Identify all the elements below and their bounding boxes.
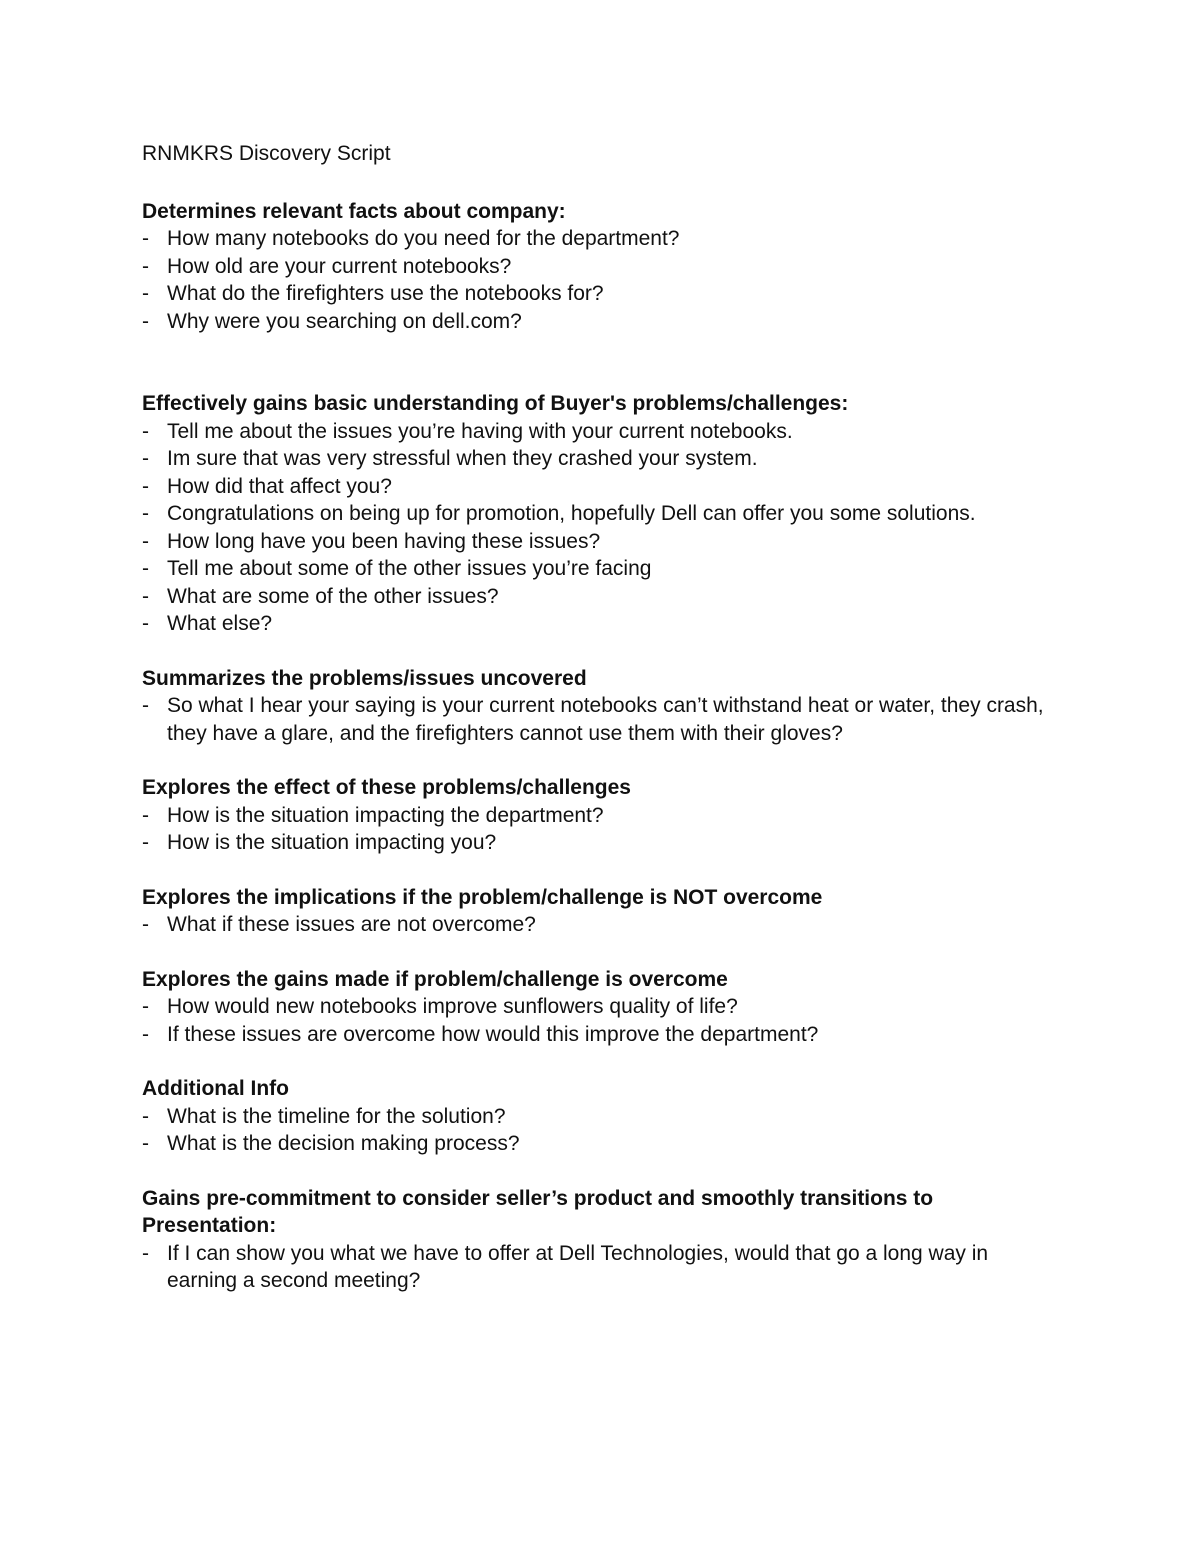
question-list bbox=[142, 418, 1062, 638]
section-heading: Explores the implications if the problem/challenge is NOT overcome bbox=[142, 885, 823, 909]
list-item-text: So what I hear your saying is your current notebooks can’t withstand heat or water, they crash, they have a glare, and the firefighters cannot use them with their gloves? bbox=[167, 694, 1044, 745]
list-item-text: How long have you been having these issues? bbox=[167, 529, 601, 553]
dash-bullet: - bbox=[142, 1022, 149, 1046]
dash-bullet: - bbox=[142, 447, 149, 470]
list-item bbox=[142, 692, 1062, 747]
list-item bbox=[142, 253, 1062, 281]
list-item bbox=[142, 1103, 1062, 1131]
section-additional-info bbox=[142, 1075, 1062, 1158]
question-list bbox=[142, 225, 1062, 335]
list-item-text: What do the firefighters use the notebooks for? bbox=[167, 282, 604, 305]
dash-bullet: - bbox=[142, 282, 149, 305]
dash-bullet: - bbox=[142, 803, 149, 827]
dash-bullet: - bbox=[142, 995, 149, 1018]
dash-bullet: - bbox=[142, 419, 149, 443]
dash-bullet: - bbox=[142, 1104, 149, 1128]
list-item-text: What is the timeline for the solution? bbox=[167, 1104, 506, 1128]
dash-bullet: - bbox=[142, 1132, 149, 1155]
dash-bullet: - bbox=[142, 474, 149, 498]
list-item bbox=[142, 993, 1062, 1021]
document-page bbox=[142, 140, 1062, 1322]
dash-bullet: - bbox=[142, 913, 149, 936]
list-item bbox=[142, 225, 1062, 253]
dash-bullet: - bbox=[142, 584, 149, 608]
list-item-text: If these issues are overcome how would this improve the department? bbox=[167, 1022, 819, 1046]
dash-bullet: - bbox=[142, 502, 149, 525]
section-gains bbox=[142, 966, 1062, 1049]
dash-bullet: - bbox=[142, 309, 149, 333]
list-item-text: Why were you searching on dell.com? bbox=[167, 309, 522, 333]
list-item bbox=[142, 583, 1062, 611]
question-list bbox=[142, 1103, 1062, 1158]
document-title: RNMKRS Discovery Script bbox=[142, 142, 391, 165]
section-implications bbox=[142, 884, 1062, 939]
section-heading: Additional Info bbox=[142, 1077, 289, 1100]
question-list bbox=[142, 802, 1062, 857]
list-item bbox=[142, 911, 1062, 939]
question-list bbox=[142, 1240, 1062, 1295]
section-summary bbox=[142, 665, 1062, 748]
list-item bbox=[142, 418, 1062, 446]
section-buyer-problems bbox=[142, 390, 1062, 638]
section-heading: Explores the effect of these problems/challenges bbox=[142, 776, 631, 799]
list-item bbox=[142, 802, 1062, 830]
dash-bullet: - bbox=[142, 529, 149, 553]
dash-bullet: - bbox=[142, 557, 149, 580]
list-item-text: What are some of the other issues? bbox=[167, 584, 499, 608]
section-effect bbox=[142, 774, 1062, 857]
list-item bbox=[142, 473, 1062, 501]
list-item-text: Tell me about the issues you’re having with your current notebooks. bbox=[167, 419, 793, 443]
dash-bullet: - bbox=[142, 254, 149, 278]
question-list bbox=[142, 692, 1062, 747]
section-heading: Summarizes the problems/issues uncovered bbox=[142, 666, 587, 690]
section-pre-commitment bbox=[142, 1185, 1062, 1295]
list-item bbox=[142, 1130, 1062, 1158]
dash-bullet: - bbox=[142, 831, 149, 854]
list-item bbox=[142, 610, 1062, 638]
dash-bullet: - bbox=[142, 612, 149, 635]
section-heading: Determines relevant facts about company: bbox=[142, 199, 566, 223]
list-item bbox=[142, 500, 1062, 528]
list-item-text: Congratulations on being up for promotion, hopefully Dell can offer you some solutions. bbox=[167, 502, 976, 525]
question-list bbox=[142, 993, 1062, 1048]
list-item-text: What if these issues are not overcome? bbox=[167, 913, 536, 936]
dash-bullet: - bbox=[142, 227, 149, 250]
question-list bbox=[142, 911, 1062, 939]
list-item bbox=[142, 1240, 1062, 1295]
list-item bbox=[142, 280, 1062, 308]
list-item-text: If I can show you what we have to offer at Dell Technologies, would that go a long way in earning a second meeting? bbox=[167, 1241, 989, 1292]
list-item-text: Im sure that was very stressful when they crashed your system. bbox=[167, 447, 758, 470]
list-item-text: How did that affect you? bbox=[167, 474, 392, 498]
list-item-text: How is the situation impacting you? bbox=[167, 831, 497, 854]
list-item bbox=[142, 555, 1062, 583]
list-item bbox=[142, 528, 1062, 556]
list-item-text: How many notebooks do you need for the department? bbox=[167, 227, 680, 250]
section-heading: Effectively gains basic understanding of Buyer's problems/challenges: bbox=[142, 392, 849, 415]
list-item bbox=[142, 829, 1062, 857]
section-heading: Gains pre-commitment to consider seller’s product and smoothly transitions to Presentation: bbox=[142, 1186, 934, 1237]
section-company-facts bbox=[142, 198, 1062, 336]
list-item-text: How would new notebooks improve sunflowers quality of life? bbox=[167, 995, 738, 1018]
list-item bbox=[142, 445, 1062, 473]
list-item-text: What else? bbox=[167, 612, 273, 635]
dash-bullet: - bbox=[142, 694, 149, 717]
section-heading: Explores the gains made if problem/challenge is overcome bbox=[142, 967, 728, 991]
list-item bbox=[142, 1021, 1062, 1049]
list-item-text: Tell me about some of the other issues you’re facing bbox=[167, 557, 652, 580]
list-item-text: What is the decision making process? bbox=[167, 1132, 520, 1155]
dash-bullet: - bbox=[142, 1241, 149, 1265]
list-item bbox=[142, 308, 1062, 336]
list-item-text: How old are your current notebooks? bbox=[167, 254, 512, 278]
list-item-text: How is the situation impacting the department? bbox=[167, 803, 604, 827]
